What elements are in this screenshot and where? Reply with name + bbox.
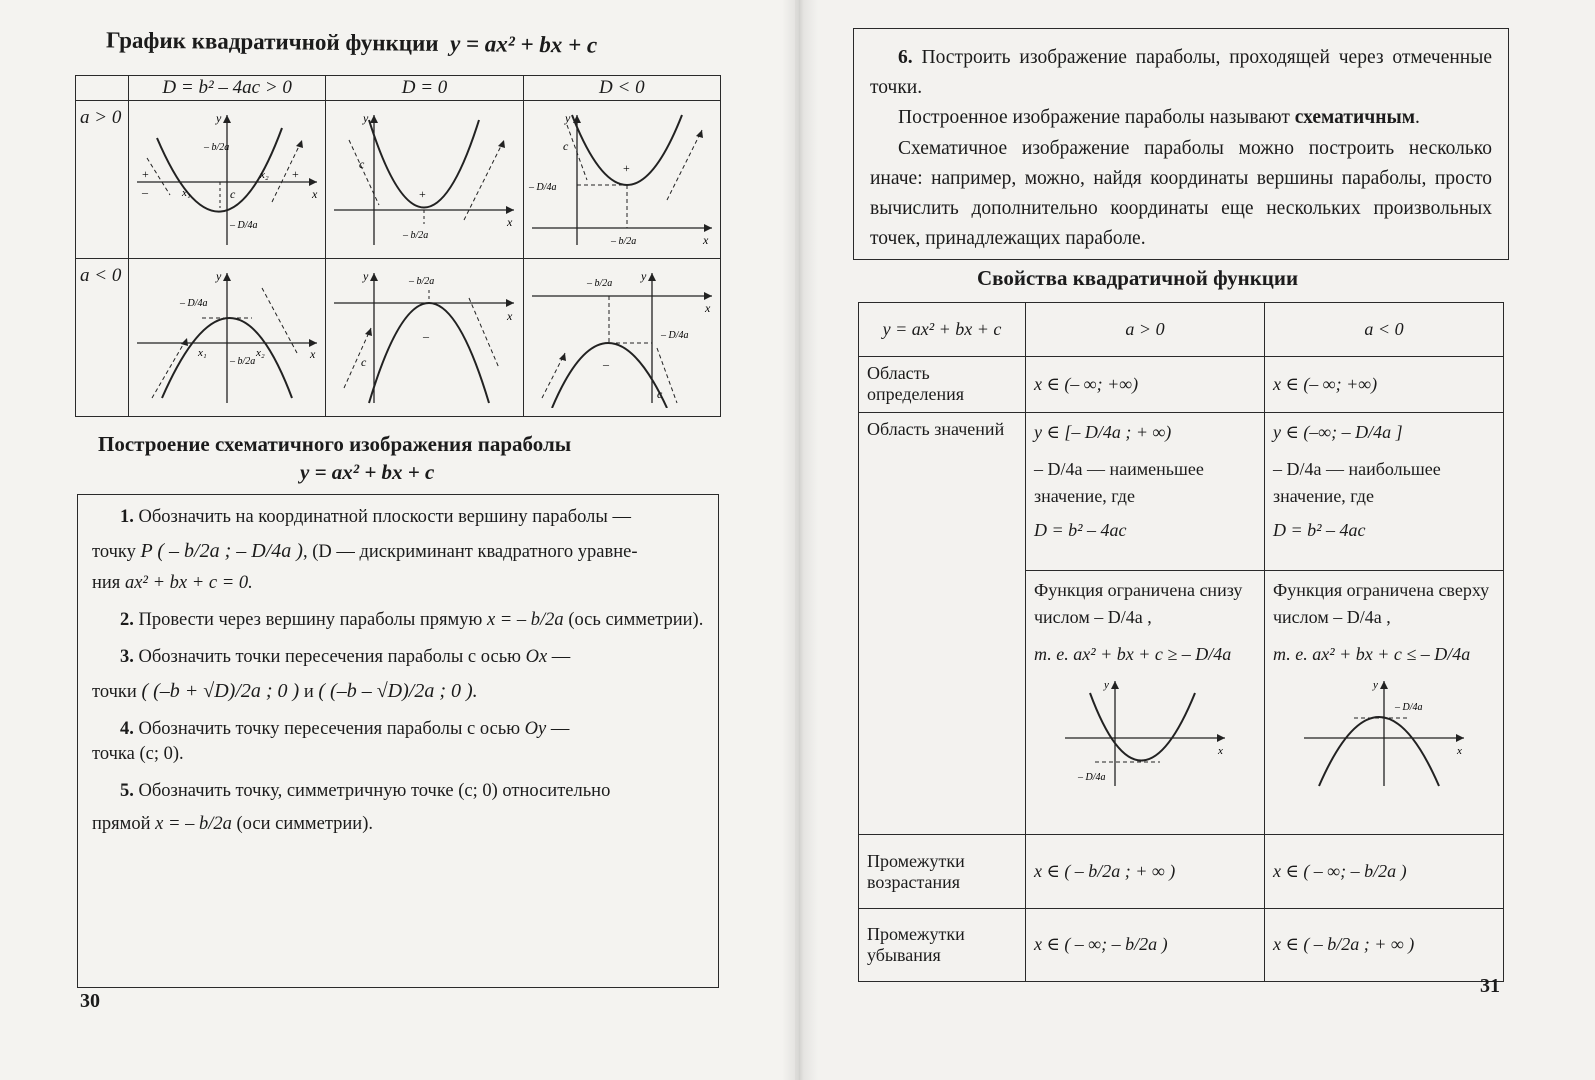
prop-range-pos-text: – D/4a — наименьшее значение, где [1034, 458, 1204, 506]
step-1-text4: ния [92, 572, 121, 593]
label-c: c [562, 138, 569, 153]
label-y: y [216, 268, 222, 283]
properties-title: Свойства квадратичной функции [977, 266, 1299, 290]
prop-range-neg-interval: y ∈ (–∞; – D/4a ] [1273, 421, 1403, 442]
label-vertex-d: – D/4a [528, 181, 557, 193]
plot-a-pos-d-neg [523, 101, 720, 259]
col-header-d-positive: D = b² – 4ac > 0 [129, 76, 326, 101]
step-3-number: 3. [120, 646, 134, 667]
prop-header-row [859, 303, 1504, 357]
steps-section-title: Построение схематичного изображения параболы [98, 432, 572, 456]
sign-minus: – [142, 184, 149, 199]
steps-box [77, 494, 719, 988]
sign-plus-right: + [292, 166, 299, 181]
step-3-point-1: ( (–b + √D)/2a ; 0 ) [141, 679, 300, 702]
prop-label-domain: Область определения [859, 356, 1026, 412]
label-c: c [361, 354, 367, 369]
step-3-and: и [303, 681, 314, 702]
parabola-down-one-root [329, 268, 519, 408]
plot-a-pos-d-zero [326, 101, 523, 259]
parabola-up-one-root [329, 110, 519, 250]
plot-a-neg-d-zero [326, 259, 523, 417]
step-1-cont [92, 538, 704, 565]
step-1 [92, 505, 704, 530]
sign-plus: + [142, 166, 149, 181]
step-1-point: P ( – b/2a ; – D/4a ) [140, 539, 303, 562]
prop-bounded-pos [1026, 570, 1265, 835]
graph-row-a-positive [76, 101, 721, 259]
label-y: y [363, 268, 369, 283]
label-x1: x₁ [182, 186, 191, 199]
prop-range-pos [1026, 412, 1265, 570]
label-vertex-b: – b/2a [586, 277, 613, 289]
step-6-text2c: . [1415, 107, 1420, 129]
sign-minus: – [423, 328, 430, 343]
label-x: x [507, 308, 513, 323]
sign-plus: + [622, 160, 630, 175]
step-1-number: 1. [120, 507, 134, 527]
label-x: x [704, 300, 711, 315]
prop-col-a-negative: a < 0 [1265, 303, 1504, 357]
plot-a-neg-d-neg [523, 259, 720, 417]
prop-domain-neg: x ∈ (– ∞; +∞) [1265, 356, 1504, 412]
prop-range-neg [1265, 412, 1504, 570]
sign-minus: – [602, 356, 609, 371]
step-5-text3: (оси симметрии). [236, 813, 373, 834]
graph-table [75, 75, 721, 417]
step-3-text: Обозначить точки пересечения параболы с осью [138, 646, 521, 667]
steps-section-formula: y = ax² + bx + c [300, 460, 435, 484]
label-vertex-b: – b/2a [610, 235, 637, 247]
graph-title-formula: y = ax² + bx + c [449, 31, 598, 58]
label-y: y [1104, 678, 1109, 691]
prop-bounded-neg [1265, 570, 1504, 835]
graph-table-header [76, 76, 721, 101]
label-vertex-d: – D/4a [230, 219, 258, 231]
parabola-max-graph [1299, 678, 1469, 788]
label-x: x [702, 232, 709, 247]
step-4-axis: Oy [524, 718, 547, 739]
step-5-text2: прямой [92, 813, 151, 834]
graph-section-title [106, 27, 597, 58]
label-y: y [1373, 678, 1378, 691]
label-c: c [359, 156, 365, 171]
label-x1: x₁ [198, 346, 207, 359]
step-3-point-2: ( (–b – √D)/2a ; 0 ). [318, 679, 478, 702]
graph-title-text: График квадратичной функции [105, 27, 439, 56]
label-vertex-b: – b/2a [230, 355, 256, 367]
prop-row-domain [859, 356, 1504, 412]
label-x: x [507, 214, 513, 229]
plot-a-pos-d-pos [129, 101, 326, 259]
label-x2: x₂ [260, 168, 269, 181]
label-y: y [564, 110, 571, 125]
graph-row-a-negative [76, 259, 721, 417]
label-x: x [1218, 744, 1223, 757]
prop-increasing-pos: x ∈ ( – b/2a ; + ∞ ) [1026, 835, 1265, 908]
step-2-equation: x = – b/2a [486, 609, 564, 630]
step-1-text2: точку [92, 541, 136, 562]
label-c: c [656, 386, 663, 401]
prop-increasing-neg: x ∈ ( – ∞; – b/2a ) [1265, 835, 1504, 908]
label-y: y [640, 268, 647, 283]
step-6-para-2 [870, 103, 1492, 133]
prop-corner: y = ax² + bx + c [859, 303, 1026, 357]
step-5-cont [92, 812, 704, 837]
step-4-text2: точка (c; 0). [92, 743, 184, 764]
step-5-text: Обозначить точку, симметричную точке (c; 0) относительно [138, 780, 611, 801]
label-x: x [1457, 744, 1462, 757]
step-6-term: схематичным [1294, 107, 1415, 129]
step-3-points [92, 678, 704, 705]
label-vertex-b: – b/2a [204, 141, 230, 153]
label-c: c [230, 186, 236, 201]
step-5 [92, 779, 704, 804]
parabola-down-no-roots [527, 268, 717, 408]
label-x: x [312, 186, 318, 201]
label-y: y [363, 110, 369, 125]
step-5-equation: x = – b/2a [155, 813, 232, 834]
parabola-up-two-roots [132, 110, 322, 250]
step-2-text: Провести через вершину параболы прямую [138, 609, 483, 630]
step-6-text: Построить изображение параболы, проходящей через отмеченные точки. [870, 47, 1493, 99]
step-6 [870, 43, 1492, 103]
step-6-box [853, 28, 1509, 260]
prop-range-neg-d: D = b² – 4ac [1273, 519, 1366, 540]
prop-bounded-pos-text: Функция ограничена снизу числом – D/4a , [1034, 579, 1243, 627]
prop-label-range: Область значений [859, 412, 1026, 834]
parabola-min-graph [1060, 678, 1230, 788]
prop-decreasing-neg: x ∈ ( – b/2a ; + ∞ ) [1265, 908, 1504, 981]
prop-label-increasing: Промежутки возрастания [859, 835, 1026, 908]
prop-domain-pos: x ∈ (– ∞; +∞) [1026, 356, 1265, 412]
parabola-up-no-roots [527, 110, 717, 250]
prop-range-neg-text: – D/4a — наибольшее значение, где [1273, 458, 1441, 506]
prop-range-pos-d: D = b² – 4ac [1034, 519, 1127, 540]
prop-decreasing-pos: x ∈ ( – ∞; – b/2a ) [1026, 908, 1265, 981]
page-number-right: 31 [1480, 975, 1500, 997]
parabola-down-two-roots [132, 268, 322, 408]
step-1-text3: , (D — дискриминант квадратного уравне- [302, 541, 638, 562]
label-vertex-b: – b/2a [409, 275, 435, 287]
step-4-text: Обозначить точку пересечения параболы с осью [138, 718, 521, 739]
prop-bounded-neg-ineq: т. е. ax² + bx + c ≤ – D/4a [1273, 643, 1471, 664]
step-3-axis: Ox [525, 646, 548, 667]
prop-range-pos-interval: y ∈ [– D/4a ; + ∞) [1034, 421, 1172, 442]
label-min-value: – D/4a [1078, 771, 1106, 783]
col-header-d-negative: D < 0 [523, 76, 720, 101]
page-number-left: 30 [80, 990, 100, 1012]
step-5-number: 5. [120, 780, 134, 801]
step-3-dash: — [551, 646, 571, 667]
step-6-para-3: Схематичное изображение параболы можно построить несколько иначе: например, можно, найдя координаты вершины параболы, просто вычислить дополнительно координаты еще нескольких произвольных точек, принадлежащих параболе. [870, 137, 1492, 250]
step-4 [92, 717, 704, 767]
step-2-number: 2. [120, 609, 134, 630]
step-2-text2: (ось симметрии). [568, 609, 704, 630]
row-label-a-positive: a > 0 [76, 101, 129, 259]
prop-label-decreasing: Промежутки убывания [859, 908, 1026, 981]
row-label-a-negative: a < 0 [76, 259, 129, 417]
plot-a-neg-d-pos [129, 259, 326, 417]
graph-table-corner [76, 76, 129, 101]
step-6-number: 6. [898, 47, 913, 68]
step-3-text2: точки [92, 681, 137, 702]
step-6-text2a: Построенное изображение параболы называют [898, 107, 1290, 129]
label-vertex-d: – D/4a [180, 297, 208, 309]
col-header-d-zero: D = 0 [326, 76, 523, 101]
properties-table [858, 302, 1504, 982]
prop-bounded-pos-ineq: т. е. ax² + bx + c ≥ – D/4a [1034, 643, 1232, 664]
prop-row-increasing [859, 835, 1504, 908]
label-vertex-b: – b/2a [403, 229, 429, 241]
step-4-dash: — [550, 718, 570, 739]
step-1-end [92, 571, 704, 596]
label-y: y [216, 110, 222, 125]
step-4-number: 4. [120, 718, 134, 739]
prop-col-a-positive: a > 0 [1026, 303, 1265, 357]
label-x: x [310, 346, 316, 361]
sign-plus: + [419, 186, 427, 201]
prop-row-decreasing [859, 908, 1504, 981]
label-x2: x₂ [256, 346, 265, 359]
step-1-equation: ax² + bx + c = 0. [124, 572, 253, 593]
step-2 [92, 608, 704, 633]
step-3 [92, 645, 704, 670]
prop-bounded-neg-text: Функция ограничена сверху числом – D/4a , [1273, 579, 1490, 627]
book-gutter [782, 0, 818, 1080]
prop-row-range [859, 412, 1504, 570]
step-1-text: Обозначить на координатной плоскости вершину параболы — [138, 507, 631, 527]
label-max-value: – D/4a [1395, 701, 1423, 713]
label-vertex-d: – D/4a [660, 329, 689, 341]
